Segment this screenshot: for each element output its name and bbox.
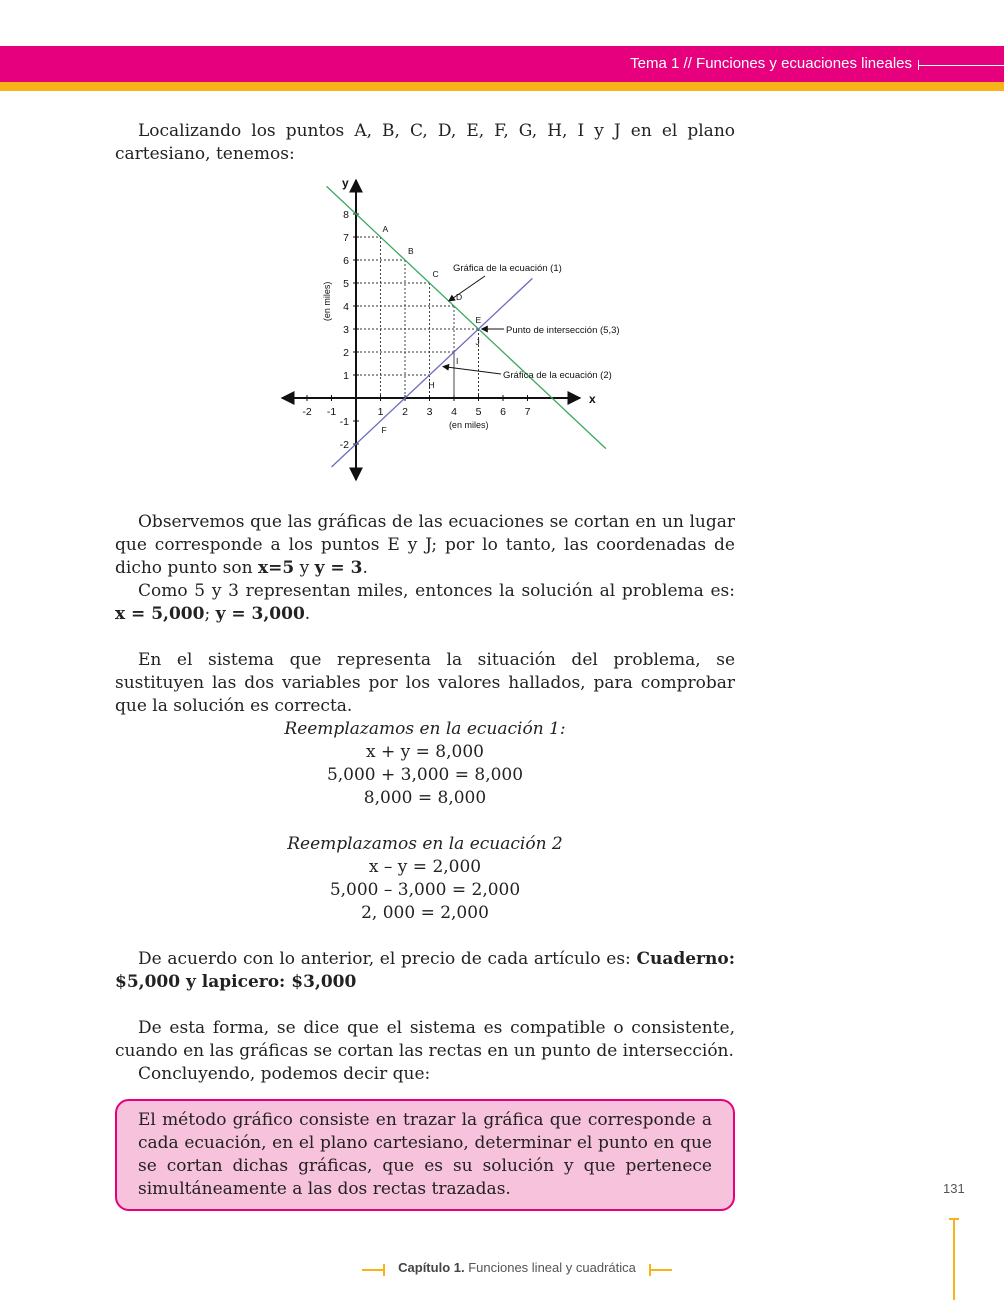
footer-chapter: Capítulo 1. [398, 1260, 465, 1275]
annotation-equation-1-arrow [449, 276, 485, 301]
annotation-equation-1: Gráfica de la ecuación (1) [453, 263, 562, 274]
x-tick-label: 1 [377, 406, 384, 418]
page-number: 131 [943, 1181, 965, 1196]
x-tick-label: 2 [402, 406, 408, 418]
paragraph-prices: De acuerdo con lo anterior, el precio de cada artículo es: Cuaderno: $5,000 y lapicero: $3,000 [115, 949, 735, 992]
paragraph-intersection: Observemos que las gráficas de las ecuaciones se cortan en un lugar que corresponde a los puntos E y J; por lo tanto, las coordenadas de dicho punto son x=5 y y = 3. [115, 512, 735, 578]
footer [0, 1260, 1004, 1275]
y-tick-label: 3 [343, 324, 349, 336]
equation-1-line: 5,000 + 3,000 = 8,000 [326, 765, 524, 785]
definition-box: El método gráfico consiste en trazar la gráfica que corresponde a cada ecuación, en el plano cartesiano, determinar el punto en que se cortan dichas gráficas, que es su solución y que pertenece simultáneamente a las dos rectas trazadas. [115, 1099, 735, 1211]
equation-2-line: 2, 000 = 2,000 [361, 903, 489, 923]
x-axis-label: x [589, 392, 596, 406]
x-tick-label: 5 [475, 406, 482, 418]
y-tick-label: 1 [343, 370, 349, 382]
point-label-i: I [456, 356, 459, 366]
equation-2-heading: Reemplazamos en la ecuación 2 [287, 834, 563, 854]
annotation-intersection: Punto de intersección (5,3) [506, 325, 620, 336]
equation-1-line: 8,000 = 8,000 [363, 788, 487, 808]
x-unit-label: (en miles) [448, 420, 489, 430]
y-tick-label: 2 [343, 347, 349, 359]
y-axis-label: y [342, 176, 349, 190]
section-title: Tema 1 // Funciones y ecuaciones lineales [630, 55, 912, 72]
paragraph-verification: En el sistema que representa la situación del problema, se sustituyen las dos variables por los valores hallados, para comprobar que la solución es correcta. [115, 650, 735, 716]
x-tick-label: -2 [302, 406, 312, 418]
annotations [443, 263, 620, 381]
equation-2-line: x – y = 2,000 [368, 857, 482, 877]
cartesian-chart [270, 170, 650, 490]
equation-1-line [327, 186, 606, 448]
y-tick-label: -2 [339, 439, 349, 451]
dashed-guides [356, 237, 479, 398]
footer-chapter-title: Funciones lineal y cuadrática [464, 1260, 636, 1275]
y-tick-label: 7 [343, 232, 349, 244]
y-tick-label: 5 [343, 278, 349, 290]
intro-paragraph: Localizando los puntos A, B, C, D, E, F, G, H, I y J en el plano cartesiano, tenemos: [115, 121, 735, 164]
equation-1-check [250, 718, 600, 810]
axis-ticks [302, 209, 530, 451]
point-label-b: B [408, 246, 414, 256]
point-labels [382, 224, 482, 435]
equation-1-heading: Reemplazamos en la ecuación 1: [284, 719, 566, 739]
equation-1-line: x + y = 8,000 [366, 742, 484, 762]
equation-2-check [250, 833, 600, 925]
annotation-equation-2: Gráfica de la ecuación (2) [503, 370, 612, 381]
x-tick-label: 3 [426, 406, 433, 418]
point-label-a: A [382, 224, 389, 234]
paragraph-consistent: De esta forma, se dice que el sistema es compatible o consistente, cuando en las gráficas se cortan las rectas en un punto de intersección. [115, 1018, 735, 1061]
point-label-c: C [432, 269, 439, 279]
header-rule [918, 65, 1004, 66]
header-rule-tick [918, 60, 919, 70]
point-label-f: F [381, 425, 387, 435]
paragraph-solution: Como 5 y 3 representan miles, entonces la solución al problema es: x = 5,000; y = 3,000. [115, 581, 735, 624]
point-label-h: H [428, 380, 435, 390]
footer-rule-right [650, 1269, 672, 1271]
y-tick-label: 4 [343, 301, 349, 313]
header-accent-stripe [0, 82, 1004, 91]
x-tick-label: -1 [326, 406, 337, 418]
x-tick-label: 4 [451, 406, 457, 418]
y-unit-label: (en miles) [322, 281, 332, 322]
annotation-equation-2-arrow [443, 367, 501, 375]
y-tick-label: -1 [339, 416, 349, 428]
equation-2-line: 5,000 – 3,000 = 2,000 [329, 880, 521, 900]
point-label-j: J [475, 337, 480, 347]
y-tick-label: 8 [343, 209, 349, 221]
point-label-d: D [456, 292, 463, 302]
paragraph-conclusion: Concluyendo, podemos decir que: [138, 1064, 431, 1084]
point-label-e: E [475, 315, 482, 325]
x-tick-label: 6 [500, 406, 506, 418]
y-tick-label: 6 [343, 255, 349, 267]
x-tick-label: 7 [524, 406, 531, 418]
